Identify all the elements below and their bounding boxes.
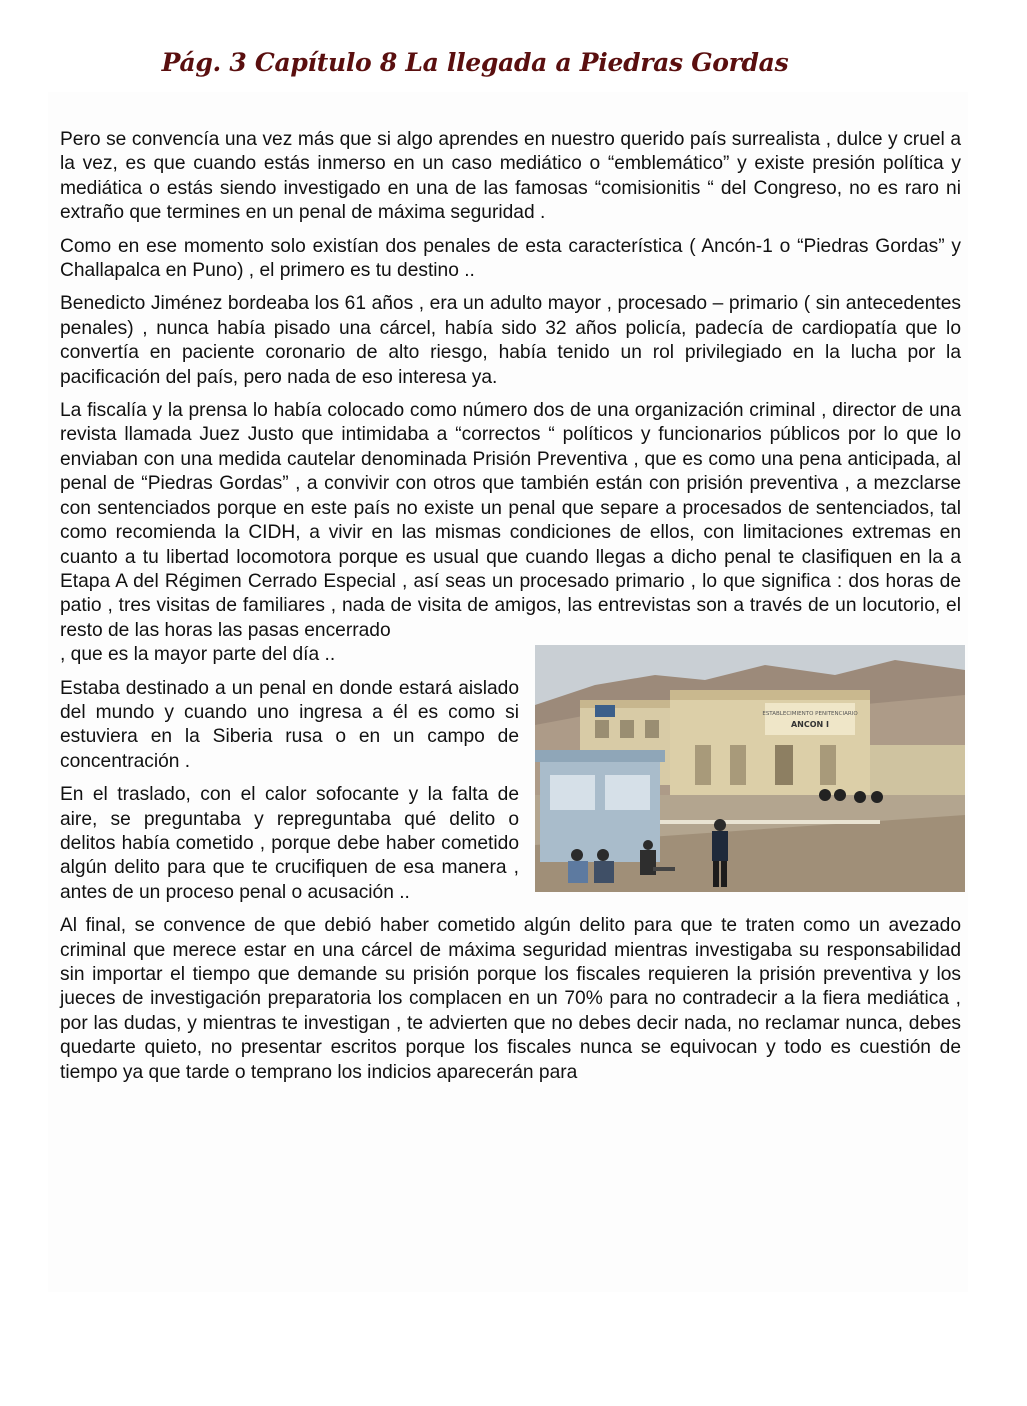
paragraph-7: En el traslado, con el calor sofocante y la falta de aire, se preguntaba y repreguntaba qué delito o delitos había cometido , porque debe haber cometido algún delito para que te crucifiquen de esa manera , antes de un proceso penal o acusación .. <box>60 784 519 903</box>
body-text <box>60 128 961 1094</box>
page-title: Pág. 3 Capítulo 8 La llegada a Piedras Gordas <box>161 48 789 77</box>
paragraph-8: Al final, se convence de que debió haber cometido algún delito para que te traten como un avezado criminal que merece estar en una cárcel de máxima seguridad mientras investigaba su responsabilidad sin importar el tiempo que demande su prisión porque los fiscales requieren la prisión preventiva y los jueces de investigación preparatoria los complacen en un 70% para no contradecir a la fiera mediática , por las dudas, y mientras te investigan , te advierten que no debes decir nada, no reclamar nunca, debes quedarte quieto, no presentar escritos porque los fiscales nunca se equivocan y todo es cuestión de tiempo ya que tarde o temprano los indicios aparecerán para <box>60 915 961 1083</box>
sign-line-2: ANCON I <box>790 720 830 730</box>
prison-photo <box>535 645 965 892</box>
paragraph-2: Como en ese momento solo existían dos penales de esta característica ( Ancón-1 o “Piedras Gordas” y Challapalca en Puno) , el primero es tu destino .. <box>60 235 961 282</box>
paragraph-6: Estaba destinado a un penal en donde estará aislado del mundo y cuando uno ingresa a él es como si estuviera en la Siberia rusa o en un campo de concentración . <box>60 677 519 772</box>
paragraph-3: Benedicto Jiménez bordeaba los 61 años , era un adulto mayor , procesado – primario ( sin antecedentes penales) , nunca había pisado una cárcel, había sido 32 años policía, padecía de cardiopatía que lo convertía en paciente coronario de alto riesgo, había tenido un rol privilegiado en la lucha por la pacificación del país, pero nada de eso interesa ya. <box>60 293 961 388</box>
paragraph-4: La fiscalía y la prensa lo había colocado como número dos de una organización criminal , director de una revista llamada Juez Justo que intimidaba a “correctos “ políticos y funcionarios públicos por lo que lo enviaban con una medida cautelar denominada Prisión Preventiva , que es como una pena anticipada, al penal de “Piedras Gordas” , a convivir con otros que también están con prisión preventiva , a mezclarse con sentenciados porque en este país no existe un penal que separe a procesados de sentenciados, tal como recomienda la CIDH, a vivir en las mismas condiciones de ellos, con limitaciones extremas en cuanto a tu libertad locomotora porque es usual que cuando llegas a dicho penal te clasifiquen en la a Etapa A del Régimen Cerrado Especial , así seas un procesado primario , lo que significa : dos horas de patio , tres visitas de familiares , nada de visita de amigos, las entrevistas son a través de un locutorio, el resto de las horas las pasas encerrado <box>60 400 961 641</box>
paragraph-5: , que es la mayor parte del día .. <box>60 644 336 666</box>
paragraph-1: Pero se convencía una vez más que si algo aprendes en nuestro querido país surrealista , dulce y cruel a la vez, es que cuando estás inmerso en un caso mediático o “emblemático” y existe presión política y mediática o estás siendo investigado en una de las famosas “comisionitis “ del Congreso, no es raro ni extraño que termines en un penal de máxima seguridad . <box>60 129 961 224</box>
sign-line-1: ESTABLECIMIENTO PENITENCIARIO <box>762 711 858 718</box>
